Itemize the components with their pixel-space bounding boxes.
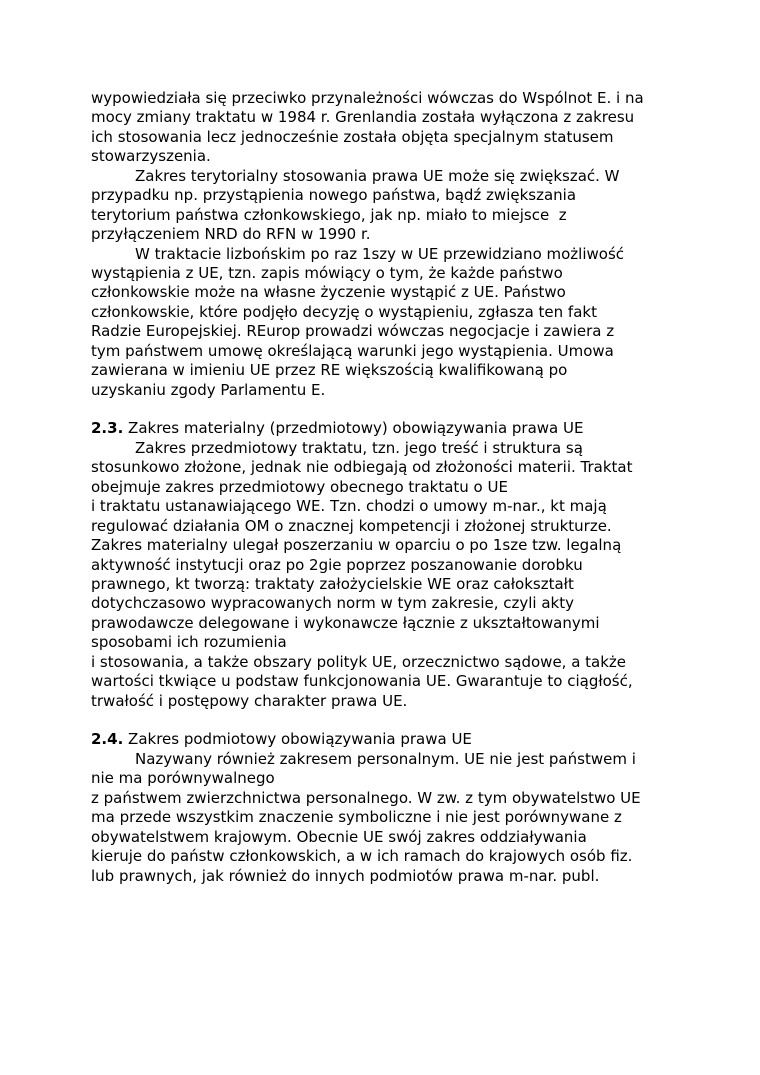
text-line: dotychczasowo wypracowanych norm w tym zakresie, czyli akty <box>91 594 574 613</box>
text-line: ich stosowania lecz jednocześnie została objęta specjalnym statusem <box>91 127 614 146</box>
text-line: Nazywany również zakresem personalnym. UE nie jest państwem i <box>135 749 636 768</box>
text-line: członkowskie, które podjęło decyzję o wystąpieniu, zgłasza ten fakt <box>91 302 597 321</box>
text-line: regulować działania OM o znacznej kompetencji i złożonej strukturze. <box>91 516 612 535</box>
text-line: uzyskaniu zgody Parlamentu E. <box>91 380 326 399</box>
text-line: zawierana w imieniu UE przez RE większością kwalifikowaną po <box>91 361 568 380</box>
text-line: Zakres terytorialny stosowania prawa UE może się zwiększać. W <box>135 166 620 185</box>
text-line: nie ma porównywalnego <box>91 769 275 788</box>
section-2-4 <box>91 730 671 886</box>
lisbon-treaty-paragraph <box>91 245 671 401</box>
text-line: prawnego, kt tworzą: traktaty założycielskie WE oraz całokształt <box>91 574 574 593</box>
section-heading <box>91 419 671 438</box>
text-line: mocy zmiany traktatu w 1984 r. Grenlandia została wyłączona z zakresu <box>91 108 635 127</box>
text-line: aktywność instytucji oraz po 2gie poprzez poszanowanie dorobku <box>91 555 583 574</box>
territorial-scope-paragraph <box>91 167 671 245</box>
spacer <box>91 400 671 419</box>
text-line: Radzie Europejskiej. REurop prowadzi wówczas negocjacje i zawiera z <box>91 322 615 341</box>
section-title: Zakres podmiotowy obowiązywania prawa UE <box>123 730 472 749</box>
section-number: 2.3. <box>91 419 124 438</box>
text-line: kieruje do państw członkowskich, a w ich ramach do krajowych osób fiz. <box>91 847 633 866</box>
text-line: wystąpienia z UE, tzn. zapis mówiący o tym, że każde państwo <box>91 263 563 282</box>
text-line: obywatelstwem krajowym. Obecnie UE swój zakres oddziaływania <box>91 827 587 846</box>
section-2-3 <box>91 419 671 711</box>
text-line: trwałość i postępowy charakter prawa UE. <box>91 691 408 710</box>
text-line: Zakres materialny ulegał poszerzaniu w oparciu o po 1sze tzw. legalną <box>91 536 622 555</box>
section-title: Zakres materialny (przedmiotowy) obowiązywania prawa UE <box>123 419 584 438</box>
text-line: obejmuje zakres przedmiotowy obecnego traktatu o UE <box>91 477 508 496</box>
text-line: z państwem zwierzchnictwa personalnego. W zw. z tym obywatelstwo UE <box>91 788 641 807</box>
document-page <box>91 89 671 886</box>
text-line: i traktatu ustanawiającego WE. Tzn. chodzi o umowy m-nar., kt mają <box>91 497 607 516</box>
text-line: W traktacie lizbońskim po raz 1szy w UE przewidziano możliwość <box>135 244 625 263</box>
text-line: Zakres przedmiotowy traktatu, tzn. jego treść i struktura są <box>135 438 583 457</box>
text-line: wypowiedziała się przeciwko przynależności wówczas do Wspólnot E. i na <box>91 89 644 107</box>
text-line: przypadku np. przystąpienia nowego państwa, bądź zwiększania <box>91 186 577 205</box>
text-line: stowarzyszenia. <box>91 147 211 166</box>
text-line: członkowskie może na własne życzenie wystąpić z UE. Państwo <box>91 283 566 302</box>
text-line: tym państwem umowę określającą warunki jego wystąpienia. Umowa <box>91 341 614 360</box>
text-line: sposobami ich rozumienia <box>91 633 287 652</box>
text-line: terytorium państwa członkowskiego, jak np. miało to miejsce z <box>91 205 567 224</box>
text-line: przyłączeniem NRD do RFN w 1990 r. <box>91 225 371 244</box>
spacer <box>91 711 671 730</box>
text-line: wartości tkwiące u podstaw funkcjonowania UE. Gwarantuje to ciągłość, <box>91 672 633 691</box>
text-line: stosunkowo złożone, jednak nie odbiegają od złożoności materii. Traktat <box>91 458 633 477</box>
section-number: 2.4. <box>91 730 124 749</box>
text-line: prawodawcze delegowane i wykonawcze łącznie z ukształtowanymi <box>91 613 600 632</box>
intro-paragraph <box>91 89 671 167</box>
text-line: ma przede wszystkim znaczenie symboliczne i nie jest porównywane z <box>91 808 622 827</box>
text-line: lub prawnych, jak również do innych podmiotów prawa m-nar. publ. <box>91 866 600 885</box>
text-line: i stosowania, a także obszary polityk UE, orzecznictwo sądowe, a także <box>91 652 627 671</box>
section-heading <box>91 730 671 749</box>
